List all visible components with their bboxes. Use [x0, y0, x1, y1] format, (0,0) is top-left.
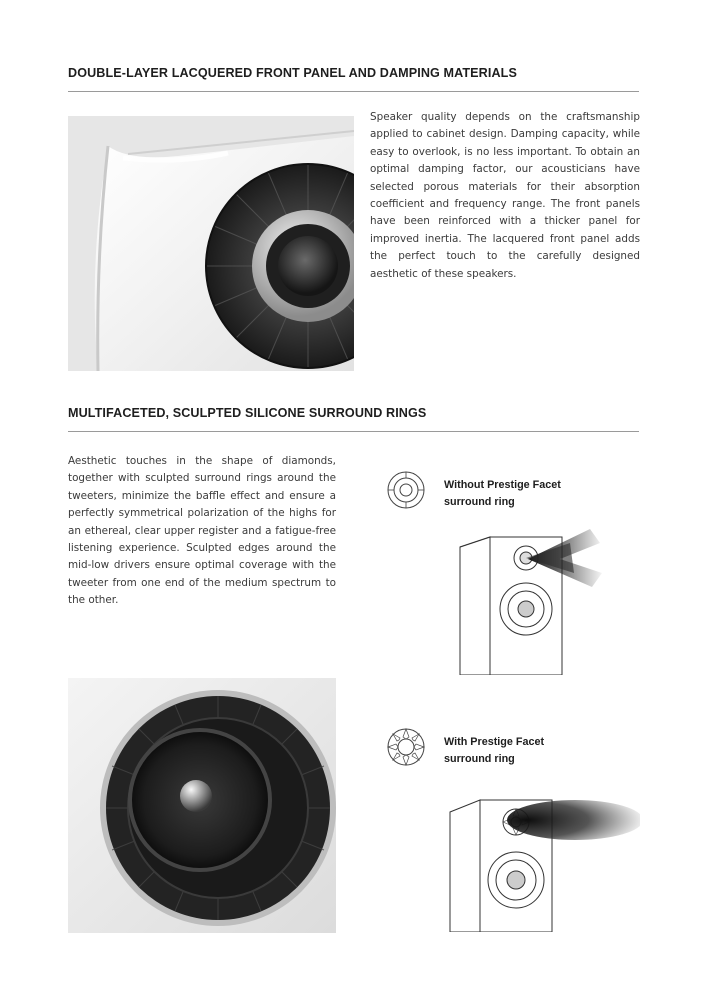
damping-description: Speaker quality depends on the craftsmanship applied to cabinet design. Damping capacity, while easy to overlook, is no less important. To obtain an optimal damping factor, our acousticians have selected porous materials for their absorption coefficient and frequency range. The front panels have been reinforced with a thicker panel for improved inertia. The lacquered front panel adds the perfect touch to the carefully designed aesthetic of these speakers.	[370, 111, 640, 280]
silicone-surround-ring-photo	[68, 678, 336, 933]
section-divider	[68, 431, 639, 432]
plain-ring-icon	[386, 470, 426, 510]
speaker-with-facet-diagram	[440, 782, 640, 932]
speaker-without-facet-diagram	[440, 525, 640, 675]
section-heading-damping: DOUBLE-LAYER LACQUERED FRONT PANEL AND DAMPING MATERIALS	[68, 66, 517, 80]
without-facet-line2: surround ring	[444, 495, 515, 508]
section-heading-surround-rings: MULTIFACETED, SCULPTED SILICONE SURROUND RINGS	[68, 406, 427, 420]
with-facet-line2: surround ring	[444, 752, 515, 765]
section-divider	[68, 91, 639, 92]
without-facet-line1: Without Prestige Facet	[444, 479, 561, 491]
facet-ring-icon	[386, 727, 426, 767]
without-facet-caption	[444, 477, 561, 510]
with-facet-caption	[444, 734, 544, 767]
lacquered-panel-photo	[68, 116, 354, 371]
surround-ring-description: Aesthetic touches in the shape of diamonds, together with sculpted surround rings around the tweeters, minimize the baffle effect and ensure a perfectly symmetrical polarization of the highs for an ethereal, clear upper register and a fatigue-free listening experience. Sculpted edges around the mid-low drivers ensure optimal coverage with the tweeter from one end of the medium spectrum to the other.	[68, 455, 336, 607]
with-facet-line1: With Prestige Facet	[444, 736, 545, 748]
